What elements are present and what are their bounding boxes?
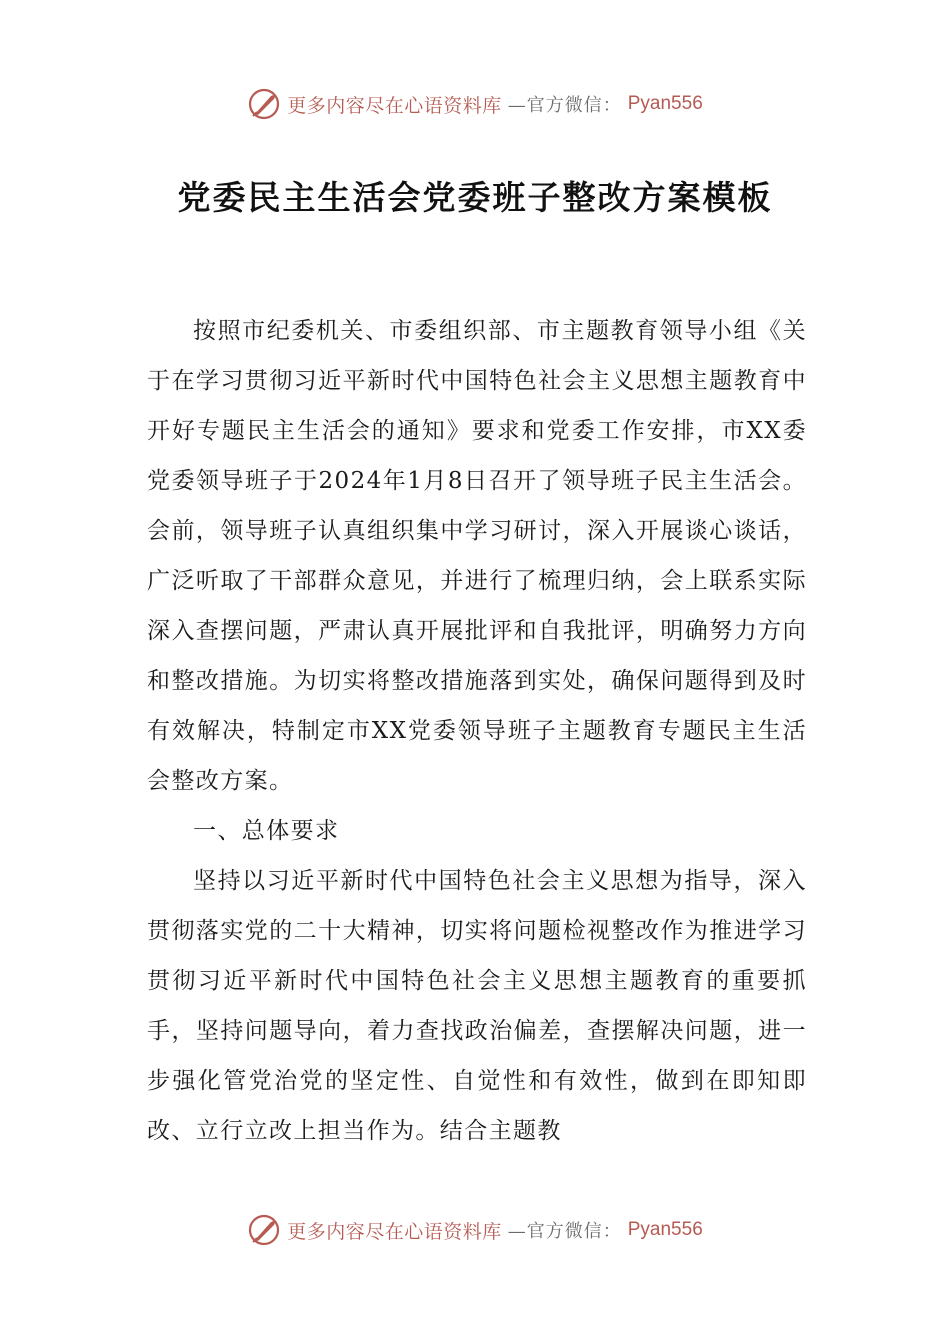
watermark-wechat-id: Pyan556 <box>627 93 703 114</box>
quill-pen-logo-icon <box>247 87 281 121</box>
watermark-official-text: —官方微信： <box>507 95 622 116</box>
quill-pen-logo-icon <box>247 1213 281 1247</box>
document-body <box>147 306 807 1156</box>
section-heading-general-requirements: 一、总体要求 <box>193 818 340 844</box>
footer-watermark <box>0 1210 950 1250</box>
watermark-official-text: —官方微信： <box>507 1221 622 1242</box>
watermark-wechat-id: Pyan556 <box>627 1219 703 1240</box>
header-watermark <box>0 84 950 124</box>
document-title: 党委民主生活会党委班子整改方案模板 <box>177 178 773 217</box>
watermark-brand-text: 更多内容尽在心语资料库 <box>287 1220 502 1243</box>
watermark-brand-text: 更多内容尽在心语资料库 <box>287 94 502 117</box>
paragraph-general-requirements: 坚持以习近平新时代中国特色社会主义思想为指导，深入贯彻落实党的二十大精神，切实将问题检视整改作为推进学习贯彻习近平新时代中国特色社会主义思想主题教育的重要抓手，坚持问题导向，着力查找政治偏差，查摆解决问题，进一步强化管党治党的坚定性、自觉性和有效性，做到在即知即改、立行立改上担当作为。结合主题教 <box>147 868 807 1144</box>
paragraph-intro: 按照市纪委机关、市委组织部、市主题教育领导小组《关于在学习贯彻习近平新时代中国特色社会主义思想主题教育中开好专题民主生活会的通知》要求和党委工作安排，市XX委党委领导班子于2024年1月8日召开了领导班子民主生活会。会前，领导班子认真组织集中学习研讨，深入开展谈心谈话，广泛听取了干部群众意见，并进行了梳理归纳，会上联系实际深入查摆问题，严肃认真开展批评和自我批评，明确努力方向和整改措施。为切实将整改措施落到实处，确保问题得到及时有效解决，特制定市XX党委领导班子主题教育专题民主生活会整改方案。 <box>147 318 807 794</box>
